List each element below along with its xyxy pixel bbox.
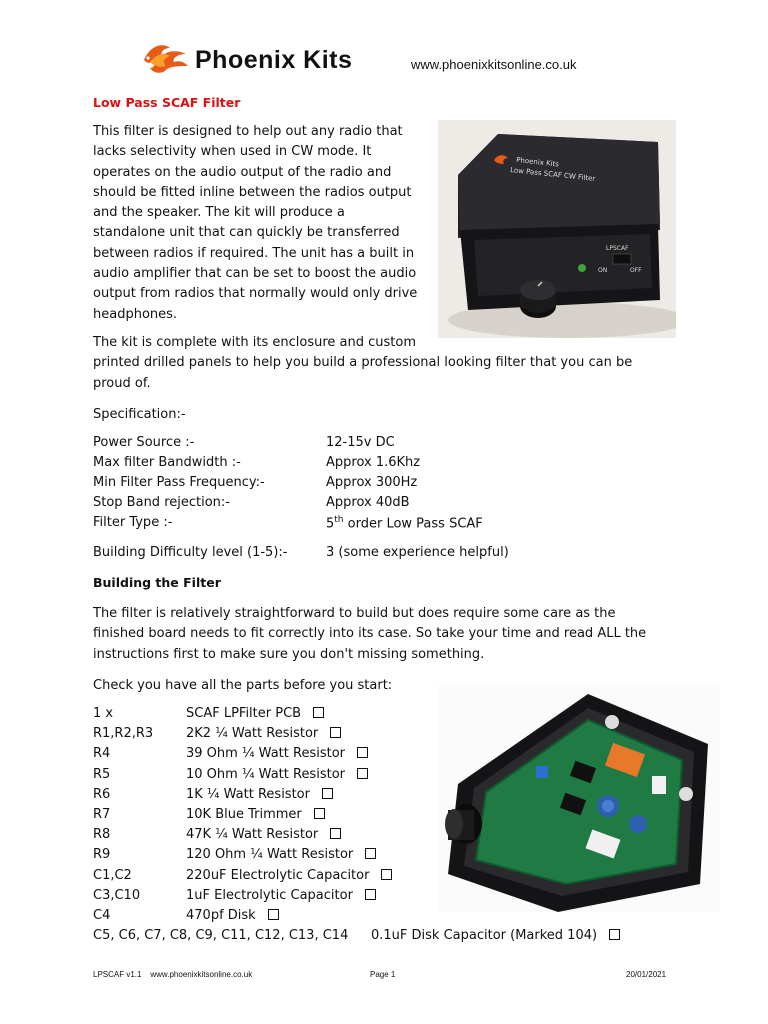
spec-value bbox=[326, 515, 483, 531]
part-checkbox[interactable] bbox=[268, 909, 279, 920]
difficulty-label: Building Difficulty level (1-5):- bbox=[93, 545, 288, 560]
building-paragraph bbox=[93, 604, 683, 665]
part-description: 1uF Electrolytic Capacitor bbox=[186, 887, 353, 903]
part-item bbox=[371, 928, 620, 943]
part-description: 10K Blue Trimmer bbox=[186, 807, 302, 822]
spec-heading: Specification:- bbox=[93, 407, 186, 422]
spec-label: Max filter Bandwidth :- bbox=[93, 455, 241, 470]
spec-value-number: 5 bbox=[326, 516, 335, 532]
pcb-in-case-photo bbox=[438, 684, 720, 912]
spec-value: Approx 1.6Khz bbox=[326, 455, 421, 470]
intro-line: operates on the audio output of the radio and bbox=[93, 164, 392, 180]
document-title: Low Pass SCAF Filter bbox=[93, 95, 241, 110]
part-checkbox[interactable] bbox=[313, 707, 324, 718]
part-ref: C3,C10 bbox=[93, 887, 141, 903]
part-item bbox=[186, 706, 324, 721]
part-description: 39 Ohm ¼ Watt Resistor bbox=[186, 746, 345, 762]
footer-page: Page 1 bbox=[370, 970, 396, 979]
part-ref: R7 bbox=[93, 807, 111, 822]
panel-label-on: ON bbox=[598, 267, 608, 274]
intro-line: lacks selectivity when used in CW mode. It bbox=[93, 144, 372, 160]
part-item bbox=[186, 908, 279, 923]
spec-value-superscript: th bbox=[334, 515, 344, 525]
kit-line: printed drilled panels to help you build a professional looking filter that you can be bbox=[93, 355, 633, 371]
part-checkbox[interactable] bbox=[357, 747, 368, 758]
kit-line: The kit is complete with its enclosure and custom bbox=[93, 335, 416, 350]
part-checkbox[interactable] bbox=[330, 727, 341, 738]
part-checkbox[interactable] bbox=[322, 788, 333, 799]
part-item bbox=[186, 726, 341, 741]
spec-value: 12-15v DC bbox=[326, 435, 395, 450]
part-checkbox[interactable] bbox=[330, 828, 341, 839]
part-description: SCAF LPFilter PCB bbox=[186, 706, 302, 721]
brand-name: Phoenix Kits bbox=[195, 46, 353, 74]
part-item bbox=[186, 827, 341, 842]
part-description: 2K2 ¼ Watt Resistor bbox=[186, 726, 319, 742]
part-description: 0.1uF Disk Capacitor (Marked 104) bbox=[371, 928, 598, 944]
intro-line: standalone unit that can quickly be transferred bbox=[93, 225, 400, 241]
panel-label-lpscaf: LPSCAF bbox=[606, 245, 629, 252]
part-ref: C1,C2 bbox=[93, 867, 132, 883]
part-ref: 1 x bbox=[93, 706, 114, 721]
part-checkbox[interactable] bbox=[365, 848, 376, 859]
phoenix-logo bbox=[140, 40, 190, 76]
spec-label: Stop Band rejection:- bbox=[93, 495, 230, 510]
part-description: 10 Ohm ¼ Watt Resistor bbox=[186, 766, 345, 782]
building-line: instructions first to make sure you don't missing something. bbox=[93, 646, 485, 662]
intro-line: output from radios that normally would only drive bbox=[93, 286, 418, 302]
intro-line: headphones. bbox=[93, 306, 178, 322]
part-checkbox[interactable] bbox=[314, 808, 325, 819]
building-line: finished board needs to fit correctly into its case. So take your time and read ALL the bbox=[93, 626, 647, 642]
part-item bbox=[186, 787, 333, 802]
intro-line: should be fitted inline between the radios output bbox=[93, 184, 412, 200]
box-label-2: Low Pass SCAF CW Filter bbox=[509, 166, 596, 183]
part-description: 1K ¼ Watt Resistor bbox=[186, 786, 310, 802]
kit-line: proud of. bbox=[93, 375, 151, 391]
part-description: 470pf Disk bbox=[186, 908, 256, 923]
part-item bbox=[186, 807, 325, 822]
part-ref: C4 bbox=[93, 908, 111, 923]
part-ref: R8 bbox=[93, 827, 111, 843]
panel-label-off: OFF bbox=[630, 267, 642, 274]
spec-value: Approx 300Hz bbox=[326, 475, 418, 490]
part-item bbox=[186, 868, 392, 883]
spec-label: Min Filter Pass Frequency:- bbox=[93, 475, 265, 490]
kit-paragraph bbox=[93, 333, 653, 394]
intro-paragraph bbox=[93, 122, 433, 325]
spec-value-text: order Low Pass SCAF bbox=[343, 516, 483, 532]
part-description: 220uF Electrolytic Capacitor bbox=[186, 867, 370, 883]
part-description: 47K ¼ Watt Resistor bbox=[186, 827, 319, 843]
check-heading: Check you have all the parts before you start: bbox=[93, 678, 393, 693]
part-ref: R4 bbox=[93, 746, 111, 762]
box-label-1: Phoenix Kits bbox=[515, 156, 560, 169]
header-website: www.phoenixkitsonline.co.uk bbox=[411, 57, 577, 72]
part-item bbox=[186, 767, 368, 782]
part-ref: C5, C6, C7, C8, C9, C11, C12, C13, C14 bbox=[93, 928, 349, 944]
part-ref: R1,R2,R3 bbox=[93, 726, 154, 742]
building-heading: Building the Filter bbox=[93, 575, 221, 590]
part-checkbox[interactable] bbox=[365, 889, 376, 900]
difficulty-value: 3 (some experience helpful) bbox=[326, 545, 509, 560]
footer-left: LPSCAF v1.1 www.phoenixkitsonline.co.uk bbox=[93, 970, 253, 979]
part-item bbox=[186, 888, 376, 903]
part-item bbox=[186, 746, 368, 761]
part-checkbox[interactable] bbox=[357, 768, 368, 779]
part-checkbox[interactable] bbox=[609, 929, 620, 940]
spec-label: Filter Type :- bbox=[93, 515, 173, 530]
intro-line: audio amplifier that can be set to boost the audio bbox=[93, 266, 417, 282]
part-ref: R6 bbox=[93, 786, 111, 802]
intro-line: between radios if required. The unit has a built in bbox=[93, 245, 415, 261]
spec-label: Power Source :- bbox=[93, 435, 195, 450]
product-box-photo bbox=[438, 120, 676, 338]
part-checkbox[interactable] bbox=[381, 869, 392, 880]
part-item bbox=[186, 847, 376, 862]
part-ref: R9 bbox=[93, 847, 111, 863]
part-ref: R5 bbox=[93, 766, 111, 782]
intro-line: This filter is designed to help out any radio that bbox=[93, 124, 403, 139]
intro-line: and the speaker. The kit will produce a bbox=[93, 205, 345, 221]
spec-value: Approx 40dB bbox=[326, 495, 410, 510]
part-description: 120 Ohm ¼ Watt Resistor bbox=[186, 847, 354, 863]
building-line: The filter is relatively straightforward to build but does require some care as the bbox=[93, 606, 616, 621]
footer-date: 20/01/2021 bbox=[626, 970, 667, 979]
